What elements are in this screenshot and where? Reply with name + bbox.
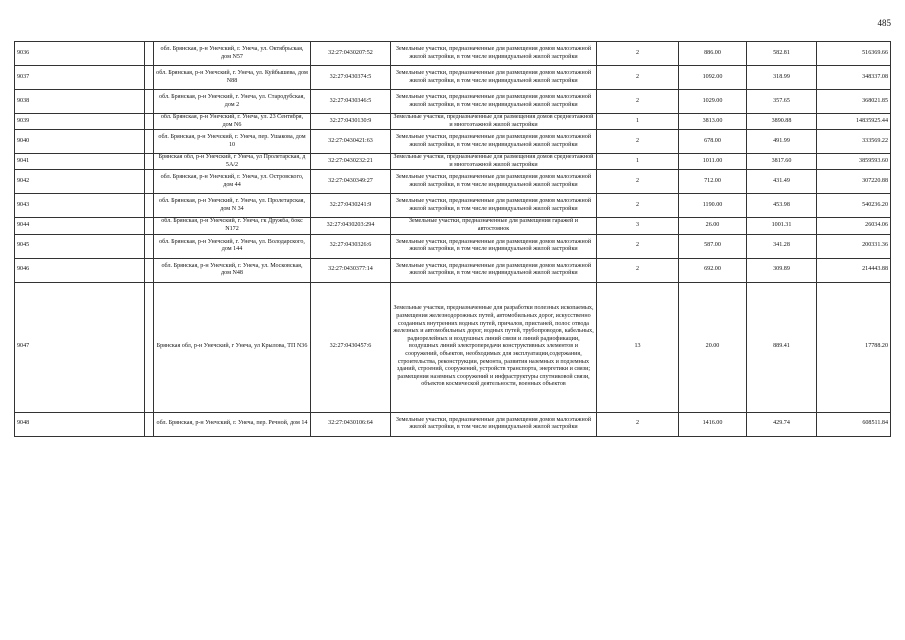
row-gap	[145, 282, 154, 412]
address-cell: обл. Брянская, р-н Унечский, г. Унеча, ул. Стародубская, дом 2	[154, 90, 311, 114]
cadastral-value-cell: 540236.20	[817, 194, 891, 218]
specific-value-cell: 318.99	[747, 66, 817, 90]
address-cell: обл. Брянская, р-н Унечский, г. Унеча, ул. Островского, дом 44	[154, 170, 311, 194]
group-cell: 2	[597, 412, 679, 436]
area-cell: 712.00	[679, 170, 747, 194]
table-row	[15, 282, 891, 412]
row-gap	[145, 194, 154, 218]
address-cell: обл. Брянская, р-н Унечский, г. Унеча, пер. Ушакова, дом 10	[154, 130, 311, 154]
cadastral-number-cell: 32:27:0430232:21	[311, 154, 391, 170]
group-cell: 2	[597, 42, 679, 66]
address-cell: обл. Брянская, р-н Унечский, г. Унеча, ул. Московская, дом N48	[154, 258, 311, 282]
row-number: 9042	[15, 170, 145, 194]
group-cell: 2	[597, 170, 679, 194]
table-row	[15, 194, 891, 218]
address-cell: обл. Брянская, р-н Унечский, г. Унеча, ул. 23 Сентября, дом N6	[154, 114, 311, 130]
group-cell: 2	[597, 234, 679, 258]
cadastral-value-cell: 307220.88	[817, 170, 891, 194]
land-use-cell: Земельные участки, предназначенные для размещения гаражей и автостоянок	[391, 218, 597, 234]
area-cell: 20.00	[679, 282, 747, 412]
cadastral-number-cell: 32:27:0430457:6	[311, 282, 391, 412]
land-use-cell: Земельные участки, предназначенные для размещения домов малоэтажной жилой застройки, в том числе индивидуальной жилой застройки	[391, 130, 597, 154]
group-cell: 2	[597, 194, 679, 218]
area-cell: 3813.00	[679, 114, 747, 130]
table-row	[15, 42, 891, 66]
row-number: 9046	[15, 258, 145, 282]
table-row	[15, 234, 891, 258]
row-number: 9047	[15, 282, 145, 412]
cadastral-number-cell: 32:27:0430106:64	[311, 412, 391, 436]
cadastral-number-cell: 32:27:0430349:27	[311, 170, 391, 194]
land-use-cell: Земельные участки, предназначенные для размещения домов малоэтажной жилой застройки, в том числе индивидуальной жилой застройки	[391, 412, 597, 436]
table-row	[15, 66, 891, 90]
land-use-cell: Земельные участки, предназначенные для размещения домов малоэтажной жилой застройки, в том числе индивидуальной жилой застройки	[391, 170, 597, 194]
specific-value-cell: 341.28	[747, 234, 817, 258]
cadastral-value-cell: 608511.84	[817, 412, 891, 436]
cadastral-number-cell: 32:27:0430346:5	[311, 90, 391, 114]
group-cell: 1	[597, 154, 679, 170]
specific-value-cell: 3890.88	[747, 114, 817, 130]
specific-value-cell: 431.49	[747, 170, 817, 194]
page-number: 485	[877, 18, 891, 28]
address-cell: обл. Брянская, р-н Унечский, г. Унеча, гк Дружба, бокс N172	[154, 218, 311, 234]
specific-value-cell: 429.74	[747, 412, 817, 436]
row-gap	[145, 412, 154, 436]
row-number: 9040	[15, 130, 145, 154]
cadastral-value-cell: 14835925.44	[817, 114, 891, 130]
specific-value-cell: 491.99	[747, 130, 817, 154]
group-cell: 1	[597, 114, 679, 130]
row-gap	[145, 170, 154, 194]
specific-value-cell: 357.65	[747, 90, 817, 114]
land-use-cell: Земельные участки, предназначенные для размещения домов малоэтажной жилой застройки, в том числе индивидуальной жилой застройки	[391, 42, 597, 66]
row-gap	[145, 218, 154, 234]
group-cell: 2	[597, 66, 679, 90]
row-gap	[145, 154, 154, 170]
row-gap	[145, 90, 154, 114]
cadastral-number-cell: 32:27:0430241:9	[311, 194, 391, 218]
specific-value-cell: 582.81	[747, 42, 817, 66]
cadastral-value-cell: 17788.20	[817, 282, 891, 412]
address-cell: обл. Брянская, р-н Унечский, г. Унеча, ул. Октябрьская, дом N57	[154, 42, 311, 66]
row-number: 9036	[15, 42, 145, 66]
table-row	[15, 90, 891, 114]
address-cell: Брянская обл, р-н Унечский, г Унеча, ул Пролетарская, д 5А/2	[154, 154, 311, 170]
specific-value-cell: 309.89	[747, 258, 817, 282]
row-number: 9045	[15, 234, 145, 258]
row-gap	[145, 114, 154, 130]
table-row	[15, 130, 891, 154]
row-number: 9037	[15, 66, 145, 90]
address-cell: обл. Брянская, р-н Унечский, г. Унеча, ул. Володарского, дом 144	[154, 234, 311, 258]
row-number: 9039	[15, 114, 145, 130]
group-cell: 2	[597, 258, 679, 282]
area-cell: 1011.00	[679, 154, 747, 170]
table-row	[15, 218, 891, 234]
specific-value-cell: 3817.60	[747, 154, 817, 170]
table-row	[15, 114, 891, 130]
specific-value-cell: 1001.31	[747, 218, 817, 234]
cadastral-number-cell: 32:27:0430374:5	[311, 66, 391, 90]
row-gap	[145, 258, 154, 282]
cadastral-number-cell: 32:27:0430130:9	[311, 114, 391, 130]
cadastral-value-cell: 333569.22	[817, 130, 891, 154]
land-use-cell: Земельные участки, предназначенные для размещения домов среднеэтажной и многоэтажной жилой застройки	[391, 114, 597, 130]
area-cell: 1190.00	[679, 194, 747, 218]
cadastral-number-cell: 32:27:0430377:14	[311, 258, 391, 282]
cadastral-number-cell: 32:27:0430203:294	[311, 218, 391, 234]
table-row	[15, 258, 891, 282]
specific-value-cell: 453.98	[747, 194, 817, 218]
land-use-cell: Земельные участки, предназначенные для размещения домов малоэтажной жилой застройки, в том числе индивидуальной жилой застройки	[391, 90, 597, 114]
row-number: 9038	[15, 90, 145, 114]
address-cell: обл. Брянская, р-н Унечский, г. Унеча, ул. Куйбышева, дом N88	[154, 66, 311, 90]
land-use-cell: Земельные участки, предназначенные для размещения домов малоэтажной жилой застройки, в том числе индивидуальной жилой застройки	[391, 194, 597, 218]
row-gap	[145, 42, 154, 66]
cadastral-value-cell: 26034.06	[817, 218, 891, 234]
cadastral-number-cell: 32:27:0430207:52	[311, 42, 391, 66]
row-gap	[145, 234, 154, 258]
cadastral-number-cell: 32:27:0430326:6	[311, 234, 391, 258]
cadastral-number-cell: 32:27:0430421:63	[311, 130, 391, 154]
group-cell: 2	[597, 130, 679, 154]
table-row	[15, 154, 891, 170]
cadastral-value-cell: 214443.88	[817, 258, 891, 282]
cadastral-value-table	[14, 41, 891, 437]
cadastral-value-cell: 516369.66	[817, 42, 891, 66]
land-use-cell: Земельные участки, предназначенные для разработки полезных ископаемых, размещения железнодорожных путей, автомобильных дорог, искусственно созданных внутренних водных путей, причалов, пристаней, полос отвода железных и автомобильных дорог, водных путей, трубопроводов, кабельных, радиорелейных и воздушных линий связи и линий радиофикации, воздушных линий электропередачи конструктивных элементов и сооружений, объектов, необходимых для эксплуатации,содержания, строительства, реконструкции, ремонта, развития наземных и подземных зданий, строений, сооружений, устройств транспорта, энергетики и связи; размещения наземных сооружений и инфраструктуры спутниковой связи, объектов космической деятельности, военных объектов	[391, 282, 597, 412]
area-cell: 1416.00	[679, 412, 747, 436]
cadastral-value-cell: 200331.36	[817, 234, 891, 258]
address-cell: Брянская обл, р-н Унечский, г Унеча, ул Крылова, ТП N36	[154, 282, 311, 412]
land-use-cell: Земельные участки, предназначенные для размещения домов малоэтажной жилой застройки, в том числе индивидуальной жилой застройки	[391, 258, 597, 282]
row-gap	[145, 66, 154, 90]
cadastral-value-cell: 3859593.60	[817, 154, 891, 170]
area-cell: 1092.00	[679, 66, 747, 90]
table-row	[15, 412, 891, 436]
area-cell: 1029.00	[679, 90, 747, 114]
area-cell: 886.00	[679, 42, 747, 66]
group-cell: 13	[597, 282, 679, 412]
row-number: 9048	[15, 412, 145, 436]
area-cell: 587.00	[679, 234, 747, 258]
address-cell: обл. Брянская, р-н Унечский, г. Унеча, пер. Речной, дом 14	[154, 412, 311, 436]
address-cell: обл. Брянская, р-н Унечский, г. Унеча, ул. Пролетарская, дом N 34	[154, 194, 311, 218]
land-use-cell: Земельные участки, предназначенные для размещения домов малоэтажной жилой застройки, в том числе индивидуальной жилой застройки	[391, 66, 597, 90]
group-cell: 3	[597, 218, 679, 234]
row-number: 9043	[15, 194, 145, 218]
cadastral-value-cell: 348337.08	[817, 66, 891, 90]
land-use-cell: Земельные участки, предназначенные для размещения домов малоэтажной жилой застройки, в том числе индивидуальной жилой застройки	[391, 234, 597, 258]
land-use-cell: Земельные участки, предназначенные для размещения домов среднеэтажной и многоэтажной жилой застройки	[391, 154, 597, 170]
cadastral-value-cell: 368021.85	[817, 90, 891, 114]
specific-value-cell: 889.41	[747, 282, 817, 412]
row-gap	[145, 130, 154, 154]
group-cell: 2	[597, 90, 679, 114]
area-cell: 692.00	[679, 258, 747, 282]
row-number: 9041	[15, 154, 145, 170]
area-cell: 26.00	[679, 218, 747, 234]
area-cell: 678.00	[679, 130, 747, 154]
row-number: 9044	[15, 218, 145, 234]
table-row	[15, 170, 891, 194]
